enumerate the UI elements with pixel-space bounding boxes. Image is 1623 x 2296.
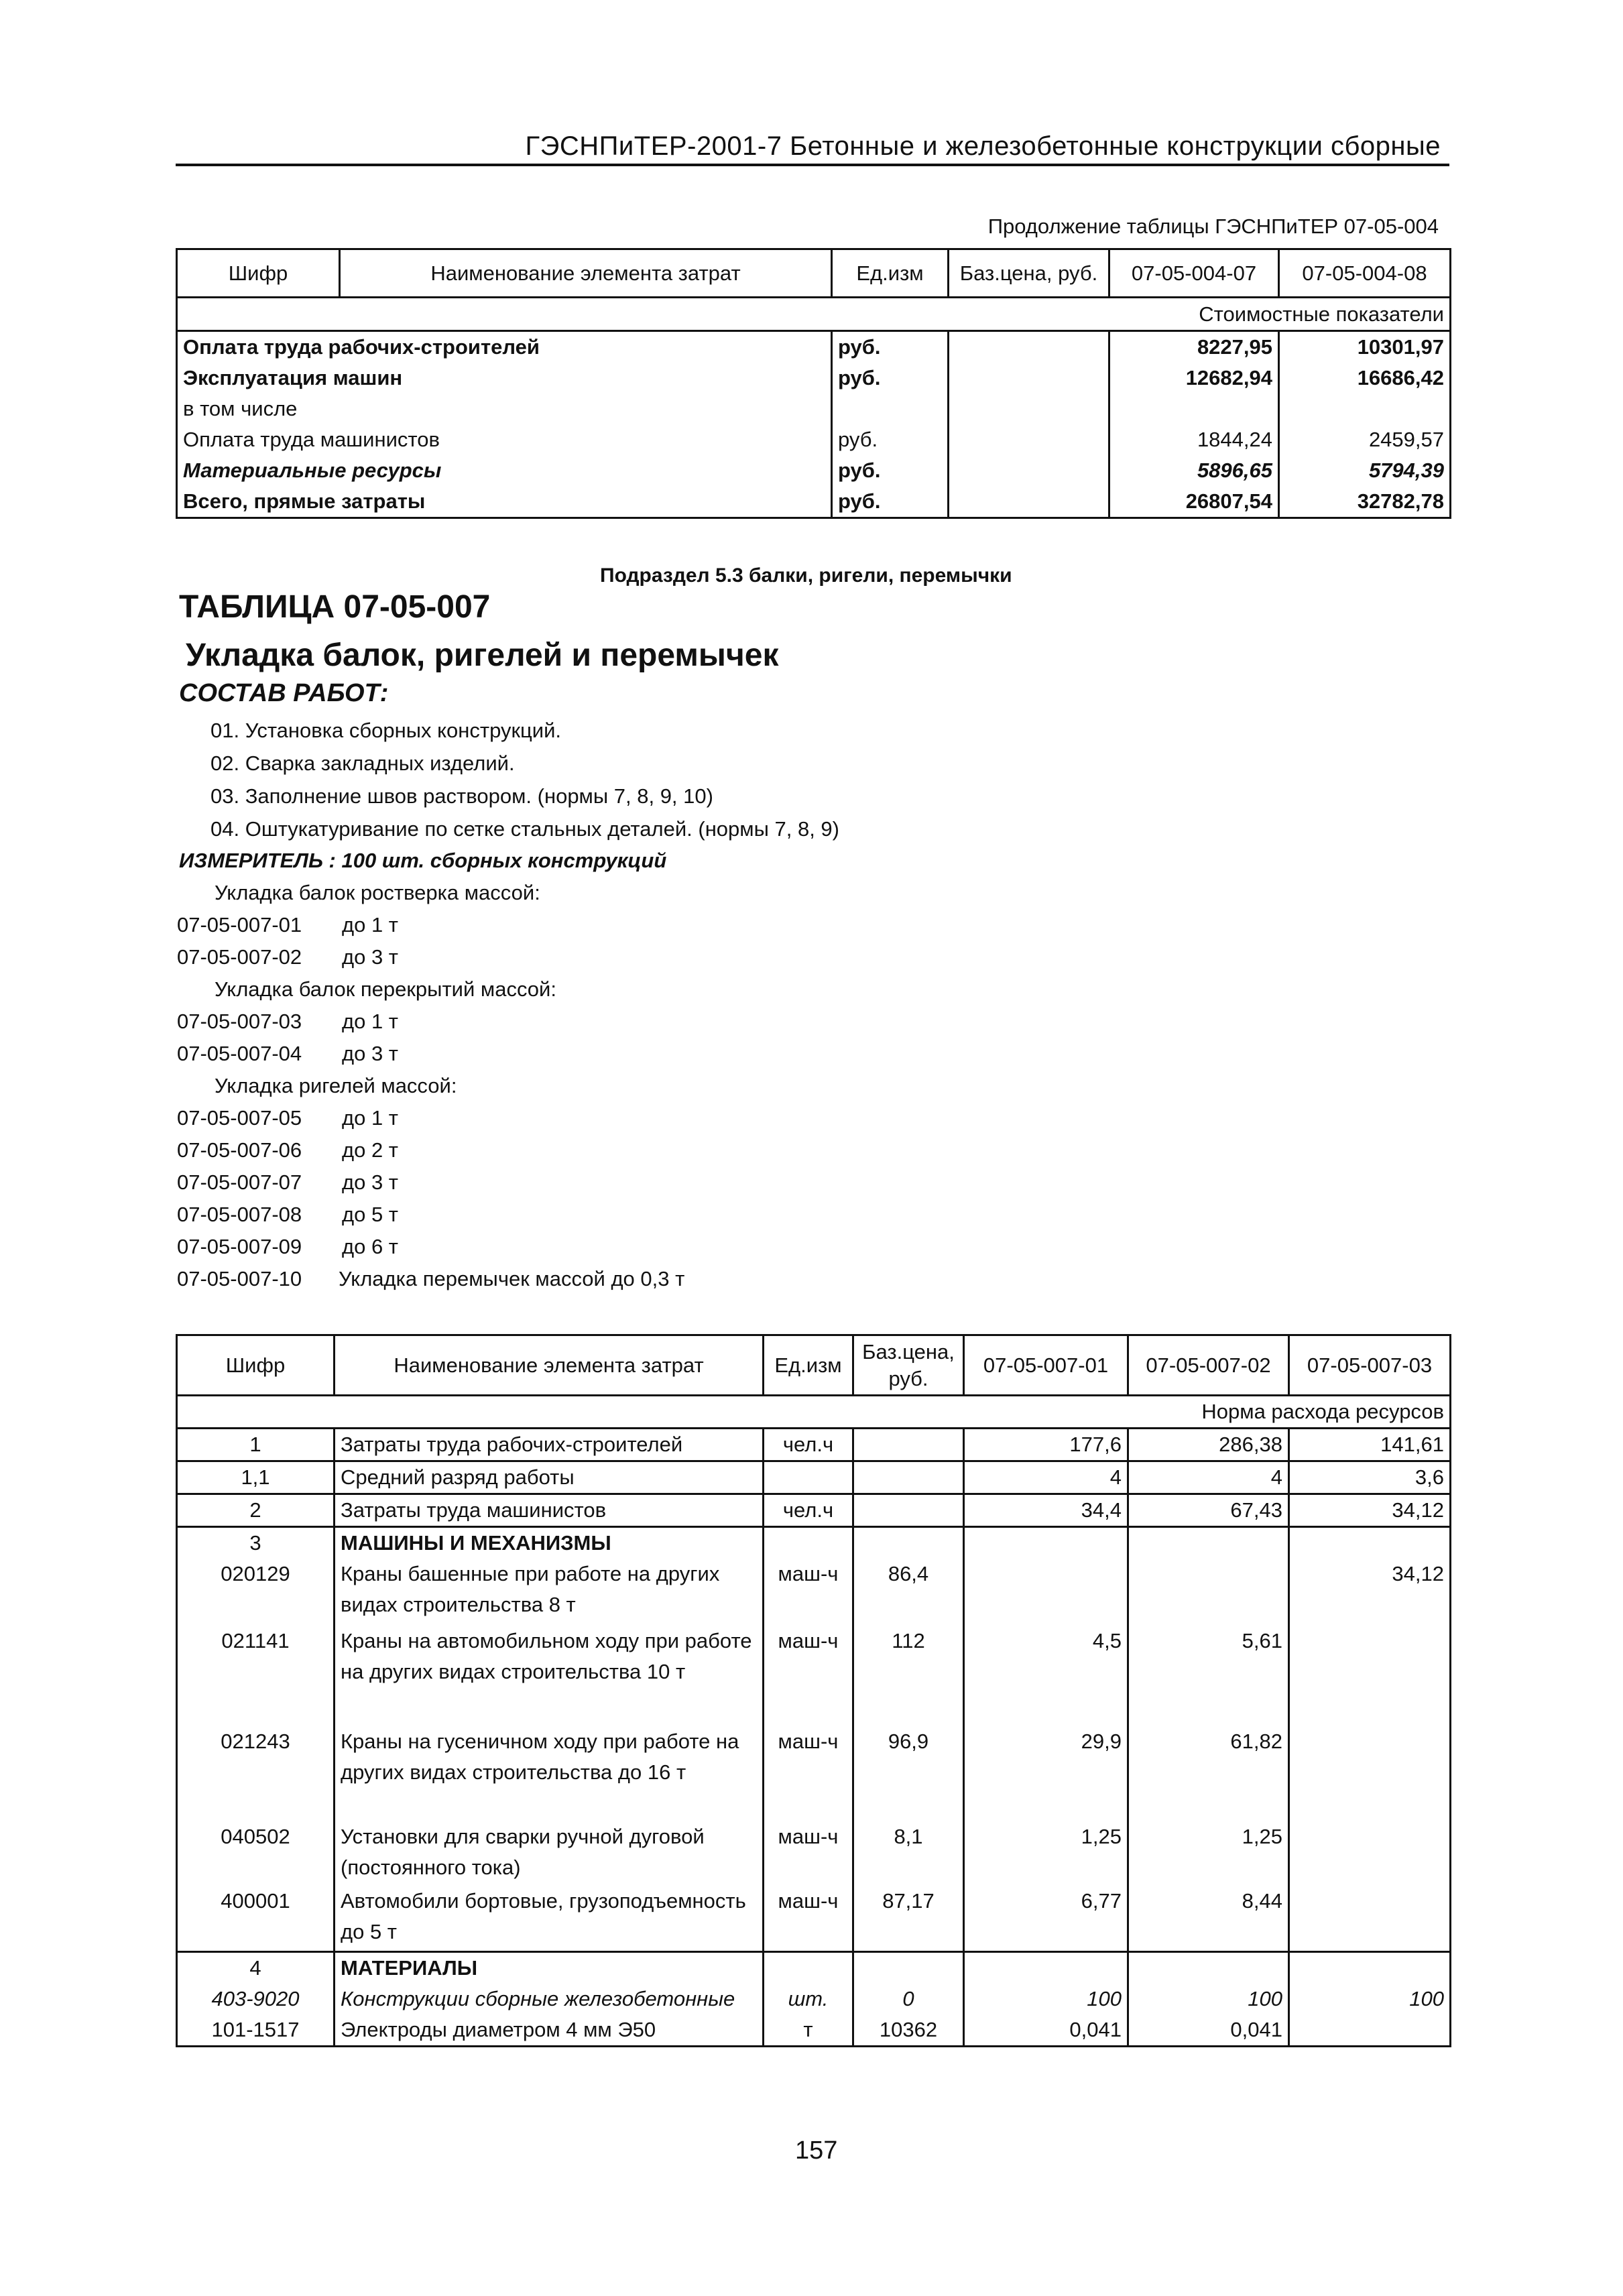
row-value [1289, 2014, 1451, 2047]
row-unit: шт. [764, 1984, 853, 2014]
row-value: 10301,97 [1279, 331, 1451, 363]
table-row [177, 486, 1451, 518]
row-price: 86,4 [853, 1559, 964, 1626]
row-value: 1,25 [1128, 1821, 1289, 1886]
row-price [853, 1429, 964, 1461]
row-value: 12682,94 [1109, 363, 1279, 394]
row-value [1109, 394, 1279, 424]
row-name: Краны на гусеничном ходу при работе на других видах строительства до 16 т [335, 1726, 764, 1821]
row-value: 1,25 [964, 1821, 1128, 1886]
header-cell: Баз.цена, руб. [949, 249, 1109, 298]
norm-code: 07-05-007-02 [177, 945, 302, 969]
norm-code: 07-05-007-08 [177, 1203, 302, 1226]
row-price [949, 394, 1109, 424]
row-value [1128, 1951, 1289, 1984]
row-name: Эксплуатация машин [177, 363, 832, 394]
norm-code: 07-05-007-03 [177, 1010, 302, 1033]
row-value: 34,4 [964, 1494, 1128, 1527]
norm-text: до 1 т [342, 1106, 398, 1130]
operation-item: 03. Заполнение швов раствором. (нормы 7, 8, 9, 10) [211, 784, 713, 808]
row-name: МАТЕРИАЛЫ [335, 1951, 764, 1984]
row-value [1289, 1951, 1451, 1984]
row-name: Автомобили бортовые, грузоподъемность до 5 т [335, 1886, 764, 1951]
operation-item: 04. Оштукатуривание по сетке стальных деталей. (нормы 7, 8, 9) [211, 817, 839, 841]
table-row [177, 1951, 1451, 1984]
norm-text: до 3 т [342, 945, 398, 969]
norm-code: 07-05-007-04 [177, 1042, 302, 1065]
header-cell: 07-05-007-03 [1289, 1335, 1451, 1396]
row-price [853, 1527, 964, 1559]
resource-norms-table [176, 1334, 1451, 2047]
row-name: Затраты труда машинистов [335, 1494, 764, 1527]
cost-indicators-table [176, 248, 1451, 519]
row-value [1289, 1626, 1451, 1726]
row-value [1289, 1527, 1451, 1559]
row-value: 16686,42 [1279, 363, 1451, 394]
row-code: 021141 [177, 1626, 335, 1726]
row-value: 0,041 [964, 2014, 1128, 2047]
row-name: Затраты труда рабочих-строителей [335, 1429, 764, 1461]
row-value: 286,38 [1128, 1429, 1289, 1461]
work-title: Укладка балок, ригелей и перемычек [186, 638, 779, 673]
row-unit: чел.ч [764, 1429, 853, 1461]
header-cell: Наименование элемента затрат [340, 249, 832, 298]
norm-text: до 3 т [342, 1170, 398, 1194]
row-value: 61,82 [1128, 1726, 1289, 1821]
group-heading: Укладка балок перекрытий массой: [215, 977, 556, 1001]
row-name: Краны на автомобильном ходу при работе на других видах строительства 10 т [335, 1626, 764, 1726]
row-value [964, 1527, 1128, 1559]
header-cell: Ед.изм [764, 1335, 853, 1396]
norm-text: до 2 т [342, 1138, 398, 1162]
table-row [177, 1886, 1451, 1951]
norm-code: 07-05-007-10 [177, 1267, 302, 1290]
table-row [177, 1821, 1451, 1886]
row-name: Материальные ресурсы [177, 455, 832, 486]
header-cell: 07-05-007-01 [964, 1335, 1128, 1396]
norm-code: 07-05-007-01 [177, 913, 302, 936]
row-value: 5896,65 [1109, 455, 1279, 486]
row-value: 6,77 [964, 1886, 1128, 1951]
row-unit [764, 1527, 853, 1559]
row-value [1289, 1726, 1451, 1821]
table-row [177, 1494, 1451, 1527]
row-unit: маш-ч [764, 1726, 853, 1821]
row-unit: руб. [832, 455, 949, 486]
row-value: 4 [1128, 1461, 1289, 1494]
row-value [1279, 394, 1451, 424]
table-continuation-caption: Продолжение таблицы ГЭСНПиТЕР 07-05-004 [987, 215, 1439, 238]
row-value: 8227,95 [1109, 331, 1279, 363]
subsection-title: Подраздел 5.3 балки, ригели, перемычки [600, 564, 1012, 587]
row-unit [764, 1951, 853, 1984]
table-row [177, 1527, 1451, 1559]
table-row [177, 394, 1451, 424]
row-name: МАШИНЫ И МЕХАНИЗМЫ [335, 1527, 764, 1559]
header-rule [176, 164, 1449, 166]
row-price [949, 486, 1109, 518]
row-price: 112 [853, 1626, 964, 1726]
operation-item: 01. Установка сборных конструкций. [211, 719, 562, 742]
row-name: в том числе [177, 394, 832, 424]
row-code: 1 [177, 1429, 335, 1461]
row-code: 4 [177, 1951, 335, 1984]
group-heading: Укладка ригелей массой: [215, 1074, 457, 1097]
header-cell: Ед.изм [832, 249, 949, 298]
table-row [177, 363, 1451, 394]
header-cell: Баз.цена, руб. [853, 1335, 964, 1396]
table-header-row [177, 1335, 1451, 1396]
header-cell: Шифр [177, 249, 340, 298]
norm-text: до 1 т [342, 913, 398, 936]
measurement-unit: ИЗМЕРИТЕЛЬ : 100 шт. сборных конструкций [179, 849, 667, 872]
table-number: ТАБЛИЦА 07-05-007 [179, 589, 491, 625]
row-value: 29,9 [964, 1726, 1128, 1821]
header-cell: 07-05-007-02 [1128, 1335, 1289, 1396]
norm-text: до 3 т [342, 1042, 398, 1065]
table-row [177, 1559, 1451, 1626]
row-price [949, 331, 1109, 363]
operation-item: 02. Сварка закладных изделий. [211, 751, 515, 775]
row-value: 8,44 [1128, 1886, 1289, 1951]
norm-code: 07-05-007-07 [177, 1170, 302, 1194]
header-cell: Шифр [177, 1335, 335, 1396]
row-unit [832, 394, 949, 424]
table-row [177, 424, 1451, 455]
row-value: 100 [1289, 1984, 1451, 2014]
page-number: 157 [795, 2136, 838, 2165]
row-value: 67,43 [1128, 1494, 1289, 1527]
row-code: 020129 [177, 1559, 335, 1626]
row-unit: маш-ч [764, 1821, 853, 1886]
table-row [177, 2014, 1451, 2047]
table-row [177, 1429, 1451, 1461]
norm-text: до 1 т [342, 1010, 398, 1033]
row-price [949, 455, 1109, 486]
row-unit [764, 1461, 853, 1494]
table-row [177, 1461, 1451, 1494]
row-price: 10362 [853, 2014, 964, 2047]
row-code: 101-1517 [177, 2014, 335, 2047]
row-unit: маш-ч [764, 1626, 853, 1726]
row-value: 3,6 [1289, 1461, 1451, 1494]
row-price [853, 1951, 964, 1984]
subheader-cell: Норма расхода ресурсов [177, 1396, 1451, 1429]
row-price [853, 1494, 964, 1527]
norm-text: до 6 т [342, 1235, 398, 1258]
row-value: 0,041 [1128, 2014, 1289, 2047]
row-value: 4,5 [964, 1626, 1128, 1726]
row-value: 4 [964, 1461, 1128, 1494]
row-price: 87,17 [853, 1886, 964, 1951]
row-price [949, 363, 1109, 394]
work-composition-label: СОСТАВ РАБОТ: [179, 679, 389, 707]
row-value: 100 [964, 1984, 1128, 2014]
table-subheader-row [177, 298, 1451, 331]
row-unit: руб. [832, 486, 949, 518]
row-value: 141,61 [1289, 1429, 1451, 1461]
row-value: 32782,78 [1279, 486, 1451, 518]
row-price: 96,9 [853, 1726, 964, 1821]
row-value: 26807,54 [1109, 486, 1279, 518]
row-value [1128, 1559, 1289, 1626]
row-name: Средний разряд работы [335, 1461, 764, 1494]
norm-code: 07-05-007-06 [177, 1138, 302, 1162]
row-code: 403-9020 [177, 1984, 335, 2014]
row-name: Конструкции сборные железобетонные [335, 1984, 764, 2014]
row-name: Электроды диаметром 4 мм Э50 [335, 2014, 764, 2047]
row-code: 021243 [177, 1726, 335, 1821]
row-price [949, 424, 1109, 455]
row-value: 2459,57 [1279, 424, 1451, 455]
table-header-row [177, 249, 1451, 298]
row-name: Оплата труда машинистов [177, 424, 832, 455]
row-value: 5,61 [1128, 1626, 1289, 1726]
row-value: 34,12 [1289, 1494, 1451, 1527]
row-value [964, 1951, 1128, 1984]
row-value: 1844,24 [1109, 424, 1279, 455]
header-cell: 07-05-004-08 [1279, 249, 1451, 298]
row-value [964, 1559, 1128, 1626]
table-row [177, 331, 1451, 363]
norm-code: 07-05-007-05 [177, 1106, 302, 1130]
row-name: Установки для сварки ручной дуговой (постоянного тока) [335, 1821, 764, 1886]
norm-code: 07-05-007-09 [177, 1235, 302, 1258]
row-code: 3 [177, 1527, 335, 1559]
row-value: 5794,39 [1279, 455, 1451, 486]
row-value [1289, 1886, 1451, 1951]
row-value [1128, 1527, 1289, 1559]
table-subheader-row [177, 1396, 1451, 1429]
table-row [177, 1984, 1451, 2014]
subheader-cell: Стоимостные показатели [177, 298, 1451, 331]
group-heading: Укладка балок ростверка массой: [215, 881, 540, 904]
table-row [177, 1726, 1451, 1821]
row-price: 0 [853, 1984, 964, 2014]
row-code: 400001 [177, 1886, 335, 1951]
row-value: 34,12 [1289, 1559, 1451, 1626]
table-row [177, 455, 1451, 486]
row-unit: чел.ч [764, 1494, 853, 1527]
row-unit: т [764, 2014, 853, 2047]
row-price [853, 1461, 964, 1494]
norm-text: Укладка перемычек массой до 0,3 т [339, 1267, 685, 1290]
row-code: 040502 [177, 1821, 335, 1886]
norm-text: до 5 т [342, 1203, 398, 1226]
row-value [1289, 1821, 1451, 1886]
row-name: Оплата труда рабочих-строителей [177, 331, 832, 363]
header-cell: 07-05-004-07 [1109, 249, 1279, 298]
row-unit: руб. [832, 363, 949, 394]
table-row [177, 1626, 1451, 1726]
row-code: 1,1 [177, 1461, 335, 1494]
row-value: 100 [1128, 1984, 1289, 2014]
row-name: Краны башенные при работе на других видах строительства 8 т [335, 1559, 764, 1626]
row-unit: маш-ч [764, 1559, 853, 1626]
header-cell: Наименование элемента затрат [335, 1335, 764, 1396]
page-header-title: ГЭСНПиТЕР-2001-7 Бетонные и железобетонные конструкции сборные [525, 131, 1441, 161]
row-value: 177,6 [964, 1429, 1128, 1461]
row-price: 8,1 [853, 1821, 964, 1886]
row-unit: руб. [832, 424, 949, 455]
row-name: Всего, прямые затраты [177, 486, 832, 518]
row-unit: маш-ч [764, 1886, 853, 1951]
row-unit: руб. [832, 331, 949, 363]
row-code: 2 [177, 1494, 335, 1527]
